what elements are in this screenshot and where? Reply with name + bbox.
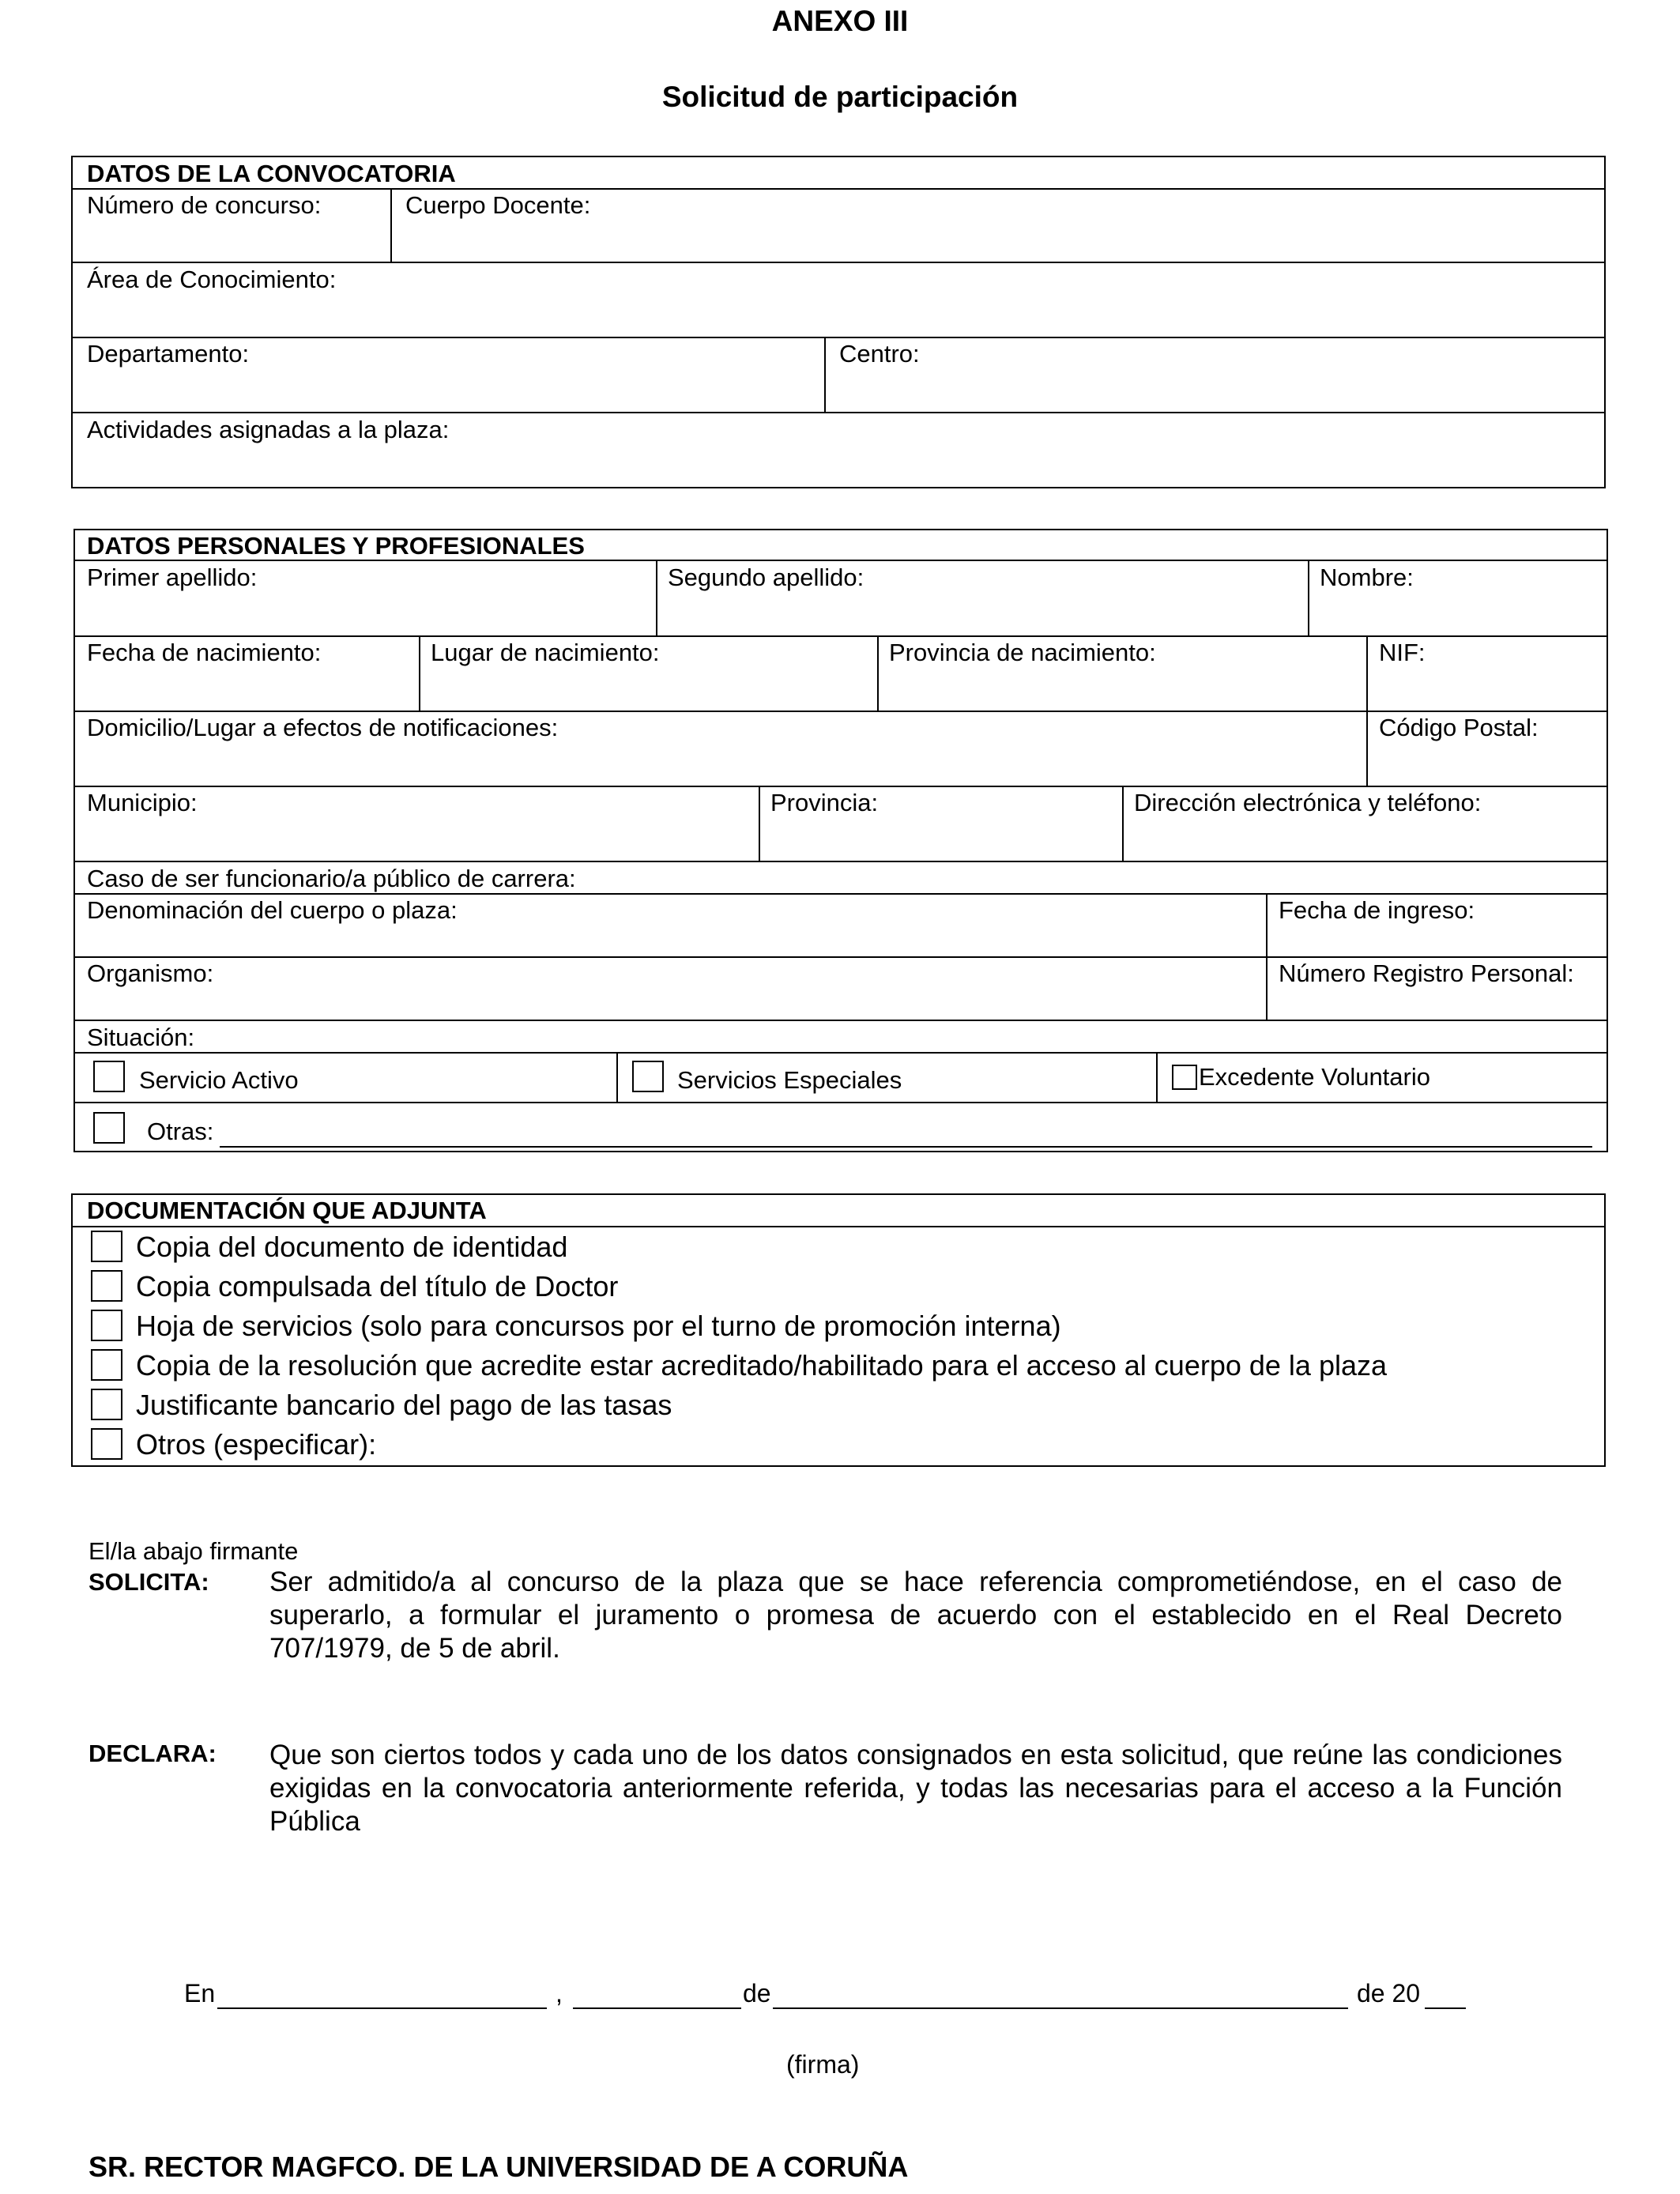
funcionario-label: Caso de ser funcionario/a público de carrera: xyxy=(87,865,576,892)
servicio-activo-label: Servicio Activo xyxy=(139,1066,299,1094)
lugar-nacimiento-field[interactable]: Lugar de nacimiento: xyxy=(431,639,660,666)
excedente-voluntario-label: Excedente Voluntario xyxy=(1199,1063,1430,1091)
en-label: En xyxy=(184,1979,216,2007)
centro-field[interactable]: Centro: xyxy=(839,340,920,368)
titulo-doctor-checkbox[interactable] xyxy=(91,1270,122,1302)
page-title: Solicitud de participación xyxy=(661,81,1019,113)
servicios-especiales-label: Servicios Especiales xyxy=(677,1066,902,1094)
organismo-field[interactable]: Organismo: xyxy=(87,959,214,987)
provincia-nacimiento-field[interactable]: Provincia de nacimiento: xyxy=(889,639,1156,666)
situacion-label: Situación: xyxy=(87,1023,195,1051)
excedente-voluntario-checkbox[interactable] xyxy=(1172,1065,1197,1090)
firmante-label: El/la abajo firmante xyxy=(89,1537,299,1565)
convocatoria-heading: DATOS DE LA CONVOCATORIA xyxy=(87,160,456,187)
de-year-label: de 20 xyxy=(1357,1979,1421,2007)
de-label: de xyxy=(743,1979,771,2007)
actividades-field[interactable]: Actividades asignadas a la plaza: xyxy=(87,416,450,443)
dia-input-line[interactable] xyxy=(573,2007,741,2009)
fecha-nacimiento-field[interactable]: Fecha de nacimiento: xyxy=(87,639,322,666)
direccion-telefono-field[interactable]: Dirección electrónica y teléfono: xyxy=(1134,789,1482,816)
firma-label: (firma) xyxy=(786,2050,860,2079)
doc-identidad-label: Copia del documento de identidad xyxy=(136,1231,568,1263)
declara-text: Que son ciertos todos y cada uno de los datos consignados en esta solicitud, que reúne las condiciones exigidas en la convocatoria anteriormente referida, y todas las necesarias para el acceso a la Función Pública xyxy=(269,1740,1562,1837)
domicilio-field[interactable]: Domicilio/Lugar a efectos de notificaciones: xyxy=(87,714,559,741)
codigo-postal-field[interactable]: Código Postal: xyxy=(1379,714,1539,741)
resolucion-checkbox[interactable] xyxy=(91,1349,122,1381)
servicios-especiales-checkbox[interactable] xyxy=(632,1061,664,1092)
denominacion-field[interactable]: Denominación del cuerpo o plaza: xyxy=(87,896,458,924)
segundo-apellido-field[interactable]: Segundo apellido: xyxy=(668,564,864,591)
provincia-field[interactable]: Provincia: xyxy=(770,789,879,816)
registro-personal-field[interactable]: Número Registro Personal: xyxy=(1279,959,1574,987)
fecha-ingreso-field[interactable]: Fecha de ingreso: xyxy=(1279,896,1475,924)
year-input-line[interactable] xyxy=(1425,2007,1466,2009)
numero-concurso-field[interactable]: Número de concurso: xyxy=(87,191,322,219)
hoja-servicios-label: Hoja de servicios (solo para concursos por el turno de promoción interna) xyxy=(136,1310,1061,1342)
area-conocimiento-field[interactable]: Área de Conocimiento: xyxy=(87,266,337,293)
solicita-label: SOLICITA: xyxy=(89,1568,209,1596)
otras-checkbox[interactable] xyxy=(93,1112,125,1144)
servicio-activo-checkbox[interactable] xyxy=(93,1061,125,1092)
annex-title: ANEXO III xyxy=(771,5,909,37)
otros-label: Otros (especificar): xyxy=(136,1428,377,1461)
hoja-servicios-checkbox[interactable] xyxy=(91,1310,122,1341)
addressee: SR. RECTOR MAGFCO. DE LA UNIVERSIDAD DE A CORUÑA xyxy=(89,2151,909,2183)
justificante-label: Justificante bancario del pago de las tasas xyxy=(136,1389,672,1421)
declara-label: DECLARA: xyxy=(89,1740,217,1767)
mes-input-line[interactable] xyxy=(773,2007,1348,2009)
otras-input-line[interactable] xyxy=(220,1146,1592,1148)
nombre-field[interactable]: Nombre: xyxy=(1320,564,1414,591)
documentacion-heading: DOCUMENTACIÓN QUE ADJUNTA xyxy=(87,1197,487,1224)
otras-label: Otras: xyxy=(147,1118,214,1145)
lugar-input-line[interactable] xyxy=(217,2007,547,2009)
departamento-field[interactable]: Departamento: xyxy=(87,340,250,368)
primer-apellido-field[interactable]: Primer apellido: xyxy=(87,564,258,591)
doc-identidad-checkbox[interactable] xyxy=(91,1231,122,1262)
otros-checkbox[interactable] xyxy=(91,1428,122,1460)
personales-section xyxy=(73,529,1608,1152)
personales-heading: DATOS PERSONALES Y PROFESIONALES xyxy=(87,532,585,560)
comma-label: , xyxy=(556,1979,563,2007)
cuerpo-docente-field[interactable]: Cuerpo Docente: xyxy=(405,191,591,219)
titulo-doctor-label: Copia compulsada del título de Doctor xyxy=(136,1270,619,1302)
nif-field[interactable]: NIF: xyxy=(1379,639,1426,666)
solicita-text: Ser admitido/a al concurso de la plaza que se hace referencia comprometiéndose, en el caso de superarlo, a formular el juramento o promesa de acuerdo con el establecido en el Real Decreto 707/1979, de 5 de abril. xyxy=(269,1566,1562,1664)
municipio-field[interactable]: Municipio: xyxy=(87,789,198,816)
resolucion-label: Copia de la resolución que acredite estar acreditado/habilitado para el acceso al cuerpo de la plaza xyxy=(136,1349,1388,1382)
justificante-checkbox[interactable] xyxy=(91,1389,122,1420)
